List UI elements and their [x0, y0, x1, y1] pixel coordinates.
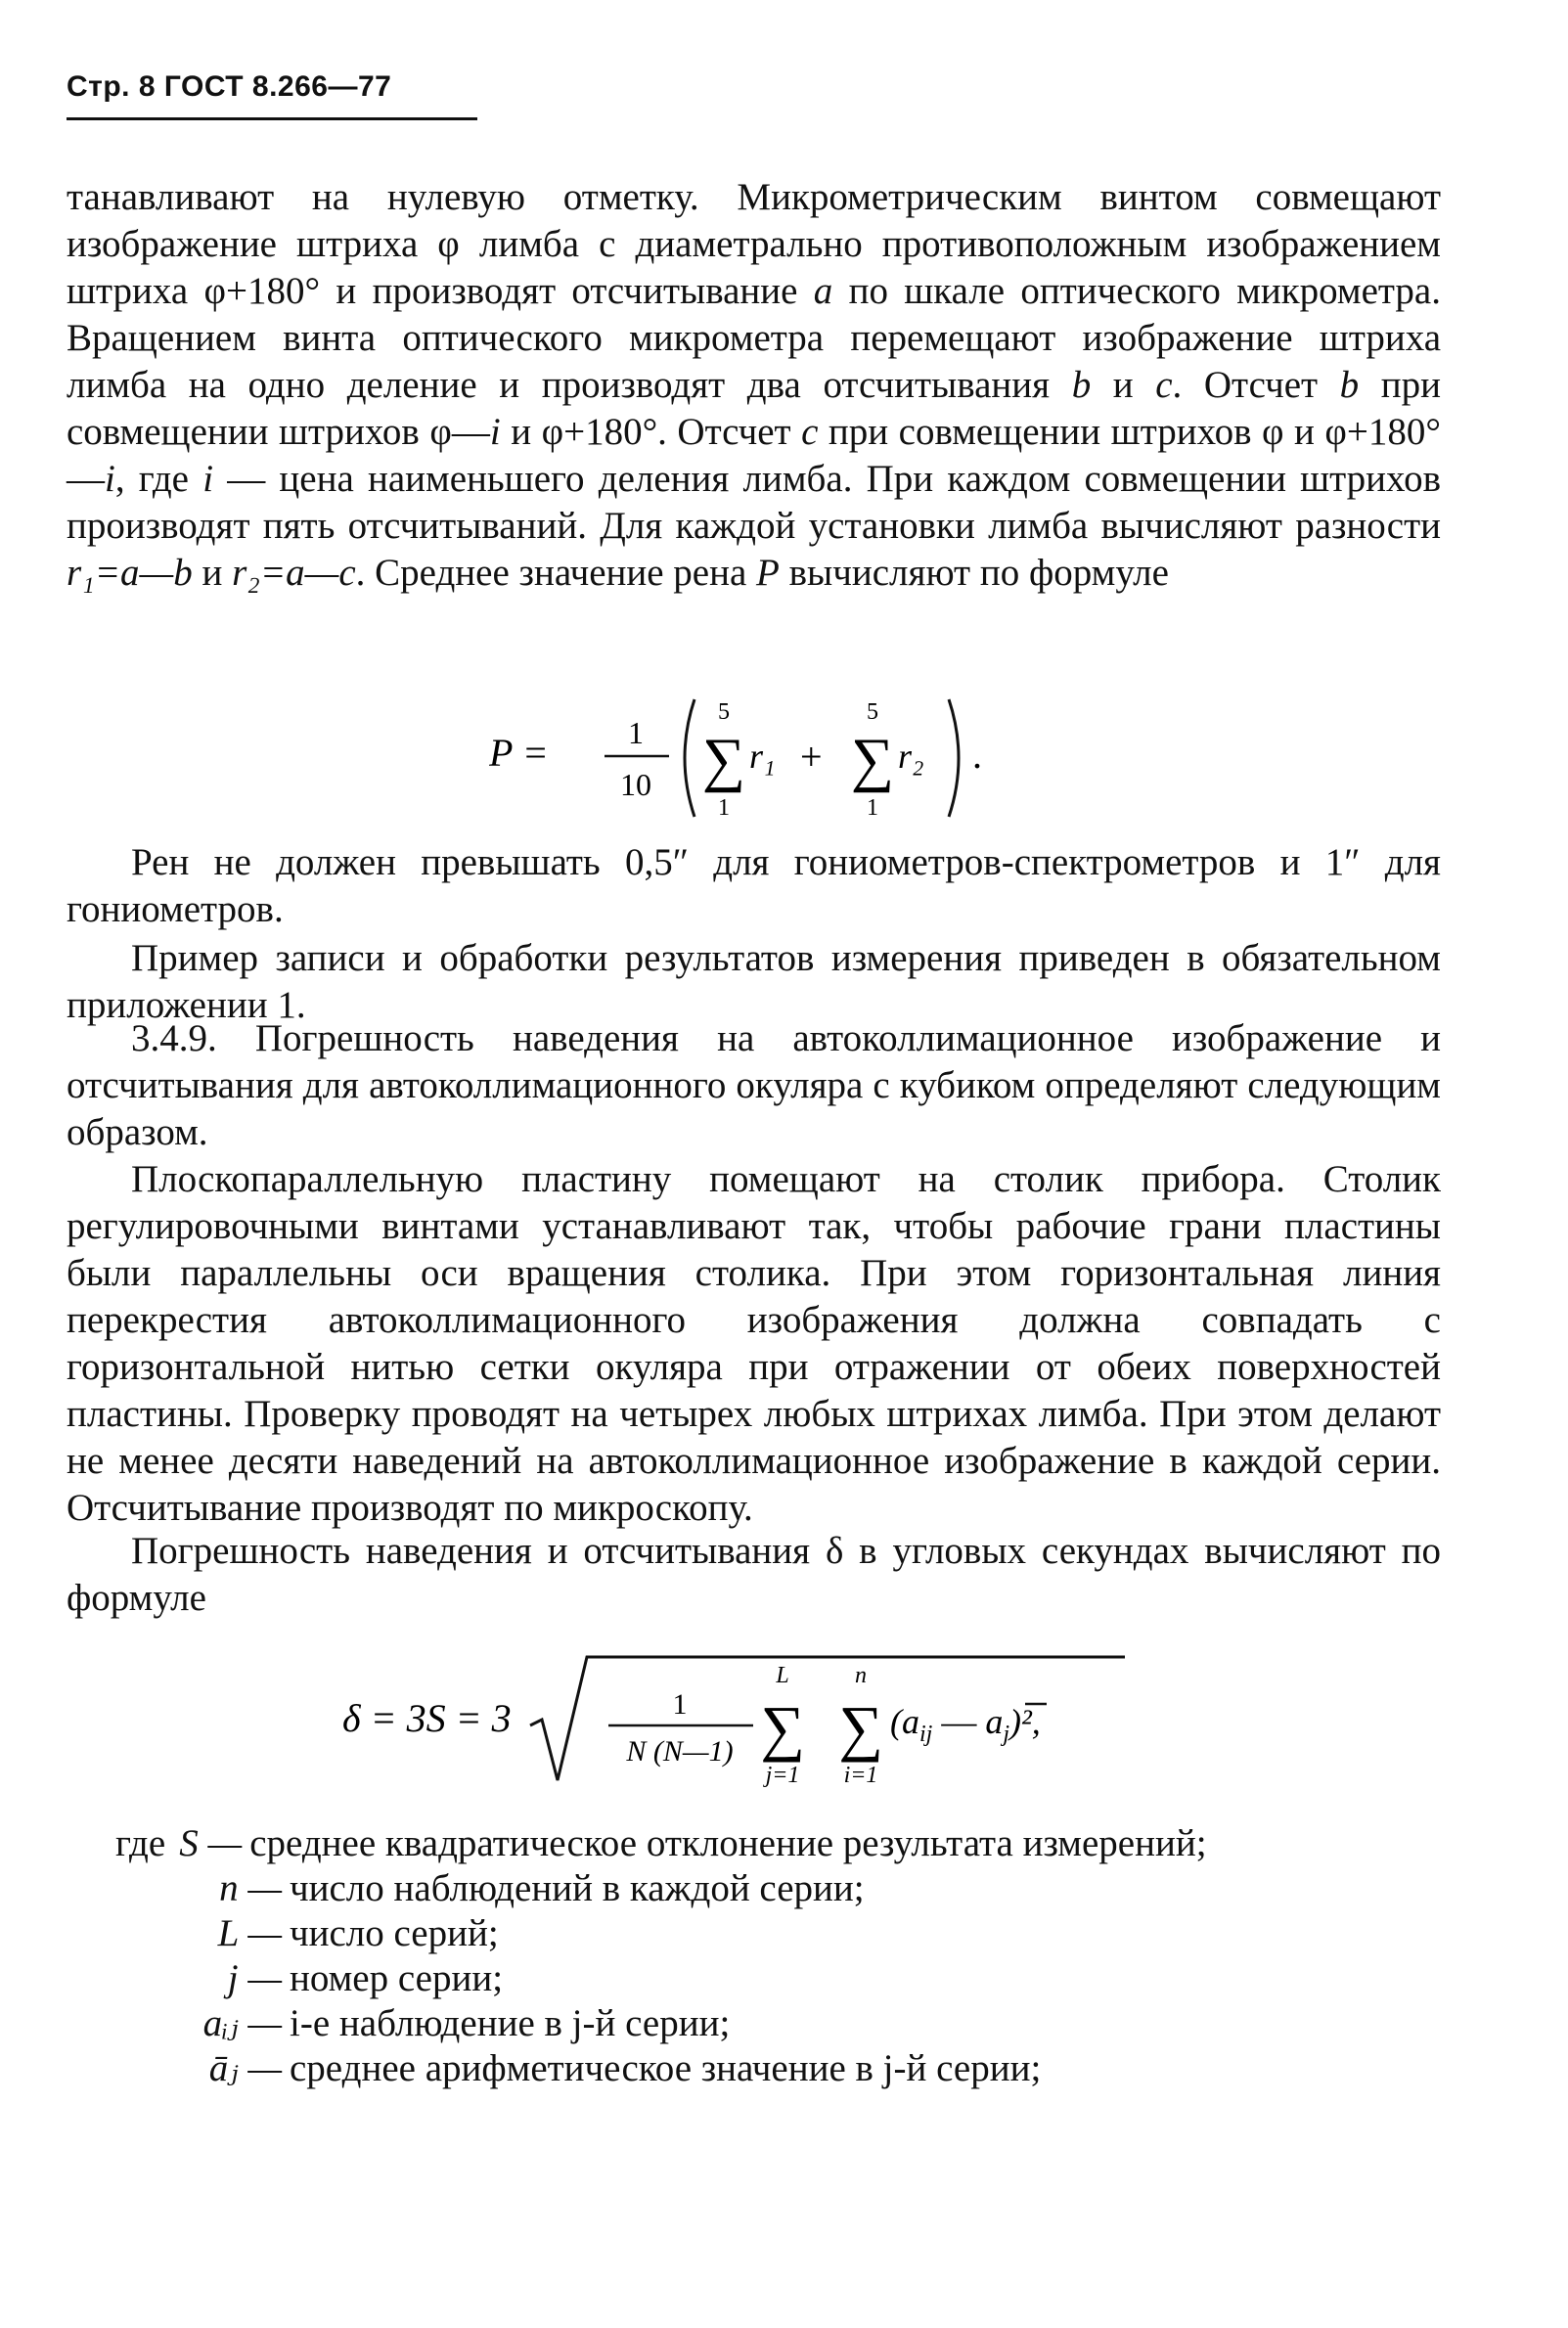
formula-ren-den: 10 [620, 767, 651, 802]
formula-ren-num: 1 [628, 715, 644, 750]
sum2-bot: 1 [867, 795, 878, 821]
page-header: Стр. 8 ГОСТ 8.266—77 [67, 70, 477, 120]
formula-error-term: ($a_{ij}$ — $a_j)^2$, [890, 1702, 1041, 1747]
svg-text:+: + [800, 735, 823, 779]
svg-text:∑: ∑ [701, 727, 746, 793]
legend-row: āⱼ — среднее арифметическое значение в j-й серии; [208, 2047, 1042, 2089]
sum-i-top: n [855, 1663, 867, 1688]
formula-ren [489, 690, 1037, 827]
sum-i-bot: i=1 [843, 1763, 878, 1788]
svg-text:∑: ∑ [850, 727, 895, 793]
sum1-top: 5 [718, 699, 730, 725]
paragraph-intro: танавливают на нулевую отметку. Микрометрическим винтом совмещают изображение штриха φ лимба с диаметрально противоположным изображением штриха φ+180° и производят отсчитывание a по шкале оптического микрометра. Вращением винта оптического микрометра перемещают изображение штриха лимба на одно деление и производят два отсчитывания b и c. Отсчет b при совмещении штрихов φ—i и φ+180°. Отсчет c при совмещении штрихов φ и φ+180°—i, где i — цена наименьшего деления лимба. При каждом совмещении штрихов производят пять отсчитываний. Для каждой установки лимба вычисляют разности r₁=a—b и r₂=a—c. Среднее значение рена P вычисляют по формуле [67, 176, 1441, 594]
legend-row: aᵢⱼ — i-е наблюдение в j-й серии; [202, 2002, 731, 2044]
svg-text:∑: ∑ [838, 1693, 883, 1763]
formula-error-lhs: δ = 3S = 3 [342, 1696, 512, 1740]
svg-text:∑: ∑ [760, 1693, 805, 1763]
formula-error-num: 1 [672, 1688, 688, 1721]
paragraph-plate: Плоскопараллельную пластину помещают на столик прибора. Столик регулировочными винтами устанавливают так, чтобы рабочие грани пластины были параллельны оси вращения столика. При этом горизонтальная линия перекрестия автоколлимационного изображения должна совпадать с горизонтальной нитью сетки окуляра при отражении от обеих поверхностей пластины. Проверку проводят на четырех любых штрихах лимба. При этом делают не менее десяти наведений на автоколлимационное изображение в каждой серии. Отсчитывание производят по микроскопу. [67, 1158, 1441, 1529]
paragraph-3-4-9: 3.4.9. Погрешность наведения на автоколлимационное изображение и отсчитывания для автоколлимационного окуляра с кубиком определяют следующим образом. [67, 1017, 1441, 1153]
sum-j-bot: j=1 [765, 1763, 800, 1788]
legend-row: где S — среднее квадратическое отклонение результата измерений; [115, 1822, 1207, 1864]
sum-j-top: L [776, 1663, 789, 1688]
sum2-top: 5 [867, 699, 878, 725]
formula-ren-r1: r₁ [749, 737, 776, 776]
formula-ren-r2: r₂ [898, 737, 924, 776]
paragraph-error-formula-intro: Погрешность наведения и отсчитывания δ в угловых секундах вычисляют по формуле [67, 1530, 1441, 1619]
formula-error [342, 1643, 1223, 1800]
legend-row: j — номер серии; [227, 1957, 504, 1999]
symbol-legend [115, 1821, 1446, 2091]
paragraph-ren-limit: Рен не должен превышать 0,5″ для гониометров-спектрометров и 1″ для гониометров. [67, 841, 1441, 930]
formula-ren-lhs: P = [489, 731, 549, 775]
legend-row: n — число наблюдений в каждой серии; [219, 1867, 865, 1909]
sum1-bot: 1 [718, 795, 730, 821]
legend-row: L — число серий; [217, 1912, 499, 1954]
svg-text:.: . [972, 733, 982, 777]
paragraph-example: Пример записи и обработки результатов измерения приведен в обязательном приложении 1. [67, 937, 1441, 1026]
formula-error-den: N (N—1) [626, 1735, 734, 1768]
